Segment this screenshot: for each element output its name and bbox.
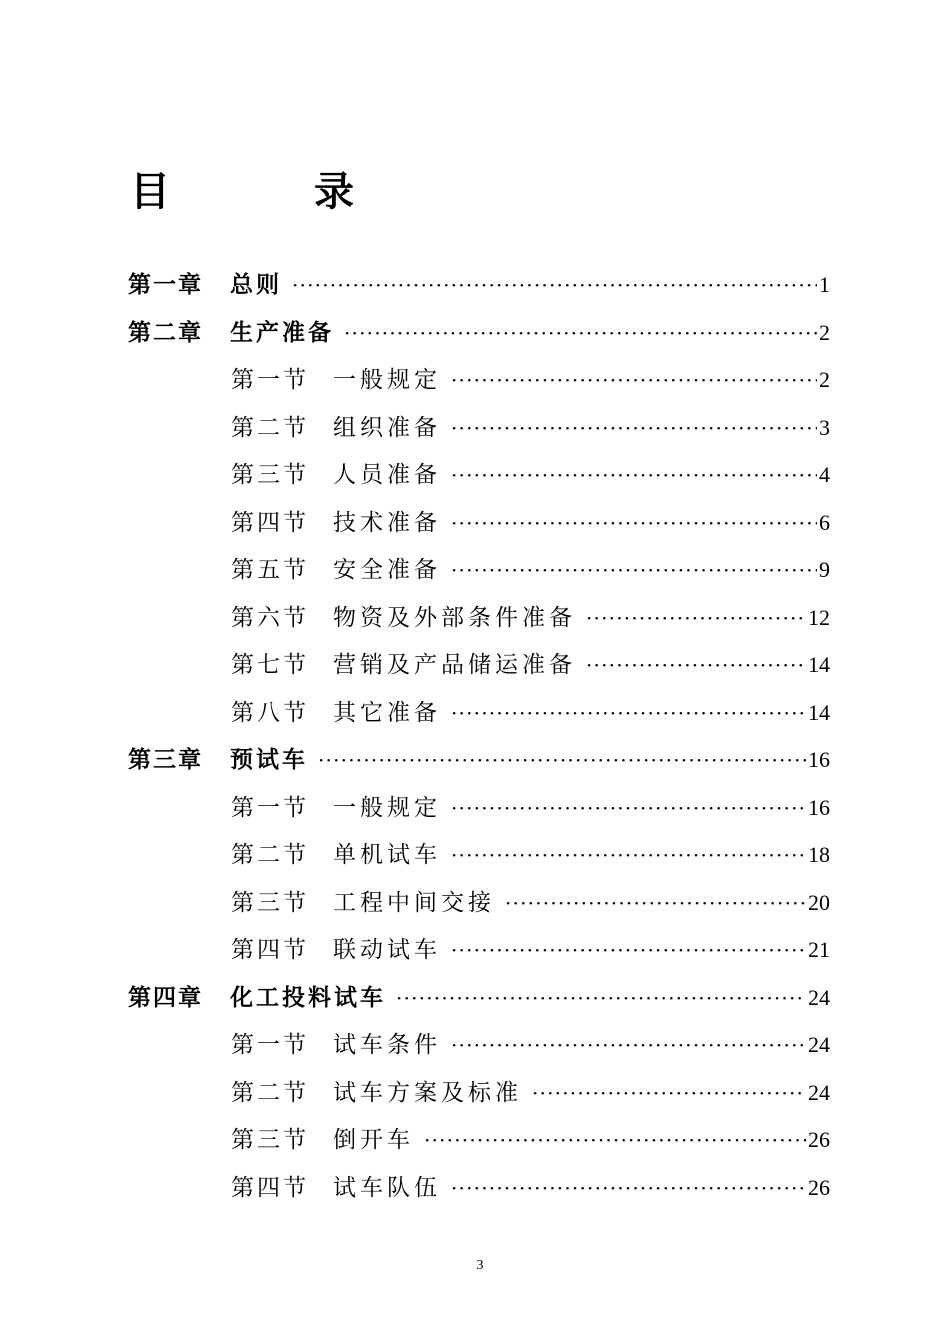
toc-chapter-entry[interactable] (128, 309, 830, 357)
toc-entry-number: 第三章 (128, 747, 203, 773)
toc-entry-label: 单机试车 (333, 842, 441, 868)
toc-entry-label: 工程中间交接 (333, 889, 495, 916)
toc-section-entry[interactable] (128, 641, 830, 689)
toc-entry-page: 24 (808, 1079, 830, 1105)
toc-entry-label: 安全准备 (333, 557, 441, 583)
toc-entry-number: 第四节 (231, 937, 309, 963)
toc-entry-number: 第四章 (128, 984, 203, 1011)
dot-leader (344, 310, 817, 358)
dot-leader (318, 737, 806, 785)
toc-entry-page: 2 (819, 367, 830, 392)
dot-leader (451, 832, 806, 880)
toc-entry-number: 第六节 (231, 604, 309, 631)
toc-entry-label: 人员准备 (333, 462, 441, 488)
toc-entry-page: 16 (808, 747, 830, 772)
toc-entry-page: 9 (819, 557, 830, 582)
toc-entry-number: 第三节 (231, 889, 309, 916)
toc-section-entry[interactable] (128, 546, 830, 594)
dot-leader (451, 405, 817, 453)
toc-entry-page: 24 (808, 1032, 830, 1057)
toc-entry-number: 第一章 (128, 272, 203, 298)
toc-entry-label: 技术准备 (333, 509, 441, 536)
toc-entry-page: 4 (819, 462, 830, 487)
toc-section-entry[interactable] (128, 926, 830, 974)
dot-leader (451, 1022, 806, 1070)
toc-entry-page: 24 (808, 984, 830, 1010)
dot-leader (451, 785, 806, 833)
dot-leader (424, 1117, 806, 1165)
toc-entry-number: 第二节 (231, 842, 309, 868)
toc-entry-page: 21 (808, 937, 830, 962)
toc-entry-label: 组织准备 (333, 414, 441, 441)
toc-entry-number: 第四节 (231, 1174, 309, 1201)
toc-entry-label: 其它准备 (333, 699, 441, 726)
toc-entry-number: 第八节 (231, 699, 309, 726)
toc-entry-page: 14 (808, 699, 830, 725)
toc-entry-page: 3 (819, 414, 830, 440)
dot-leader (451, 500, 817, 548)
toc-entry-number: 第二节 (231, 1079, 309, 1106)
toc-entry-page: 14 (808, 652, 830, 677)
toc-entry-label: 物资及外部条件准备 (333, 604, 576, 631)
dot-leader (292, 262, 817, 310)
toc-entry-page: 26 (808, 1127, 830, 1152)
table-of-contents (128, 261, 830, 1211)
toc-section-entry[interactable] (128, 784, 830, 832)
toc-entry-label: 试车队伍 (333, 1174, 441, 1201)
toc-entry-label: 试车条件 (333, 1032, 441, 1058)
toc-chapter-entry[interactable] (128, 261, 830, 309)
toc-section-entry[interactable] (128, 451, 830, 499)
toc-entry-page: 2 (819, 319, 830, 345)
toc-entry-page: 6 (819, 509, 830, 535)
dot-leader (451, 452, 817, 500)
toc-entry-page: 16 (808, 794, 830, 820)
dot-leader (451, 927, 806, 975)
toc-entry-number: 第二节 (231, 414, 309, 441)
toc-title: 目 录 (130, 169, 406, 215)
toc-entry-number: 第二章 (128, 319, 203, 346)
toc-entry-number: 第一节 (231, 367, 309, 393)
toc-section-entry[interactable] (128, 1116, 830, 1164)
toc-section-entry[interactable] (128, 594, 830, 642)
toc-section-entry[interactable] (128, 499, 830, 547)
dot-leader (396, 975, 806, 1023)
toc-entry-number: 第一节 (231, 1032, 309, 1058)
toc-entry-number: 第七节 (231, 652, 309, 678)
toc-entry-page: 20 (808, 889, 830, 915)
toc-section-entry[interactable] (128, 404, 830, 452)
toc-entry-label: 营销及产品储运准备 (333, 652, 576, 678)
toc-section-entry[interactable] (128, 689, 830, 737)
toc-chapter-entry[interactable] (128, 736, 830, 784)
dot-leader (586, 595, 806, 643)
toc-section-entry[interactable] (128, 1164, 830, 1212)
dot-leader (451, 357, 817, 405)
toc-entry-label: 预试车 (230, 747, 308, 773)
dot-leader (451, 547, 817, 595)
toc-entry-number: 第三节 (231, 462, 309, 488)
toc-entry-label: 一般规定 (333, 794, 441, 821)
toc-section-entry[interactable] (128, 879, 830, 927)
toc-entry-page: 18 (808, 842, 830, 867)
toc-entry-number: 第三节 (231, 1127, 309, 1153)
dot-leader (586, 642, 806, 690)
dot-leader (505, 880, 806, 928)
toc-section-entry[interactable] (128, 1069, 830, 1117)
toc-section-entry[interactable] (128, 1021, 830, 1069)
dot-leader (451, 690, 806, 738)
toc-entry-label: 总则 (230, 272, 282, 298)
page-number: 3 (476, 1258, 484, 1273)
toc-entry-page: 26 (808, 1174, 830, 1200)
toc-entry-label: 联动试车 (333, 937, 441, 963)
toc-entry-label: 生产准备 (230, 319, 334, 346)
toc-entry-label: 一般规定 (333, 367, 441, 393)
toc-entry-label: 化工投料试车 (230, 984, 386, 1011)
dot-leader (532, 1070, 806, 1118)
toc-entry-label: 倒开车 (333, 1127, 414, 1153)
toc-entry-label: 试车方案及标准 (333, 1079, 522, 1106)
dot-leader (451, 1165, 806, 1213)
toc-entry-number: 第一节 (231, 794, 309, 821)
toc-entry-page: 1 (819, 272, 830, 297)
toc-entry-page: 12 (808, 604, 830, 630)
toc-section-entry[interactable] (128, 356, 830, 404)
toc-entry-number: 第五节 (231, 557, 309, 583)
toc-section-entry[interactable] (128, 831, 830, 879)
toc-entry-number: 第四节 (231, 509, 309, 536)
toc-chapter-entry[interactable] (128, 974, 830, 1022)
